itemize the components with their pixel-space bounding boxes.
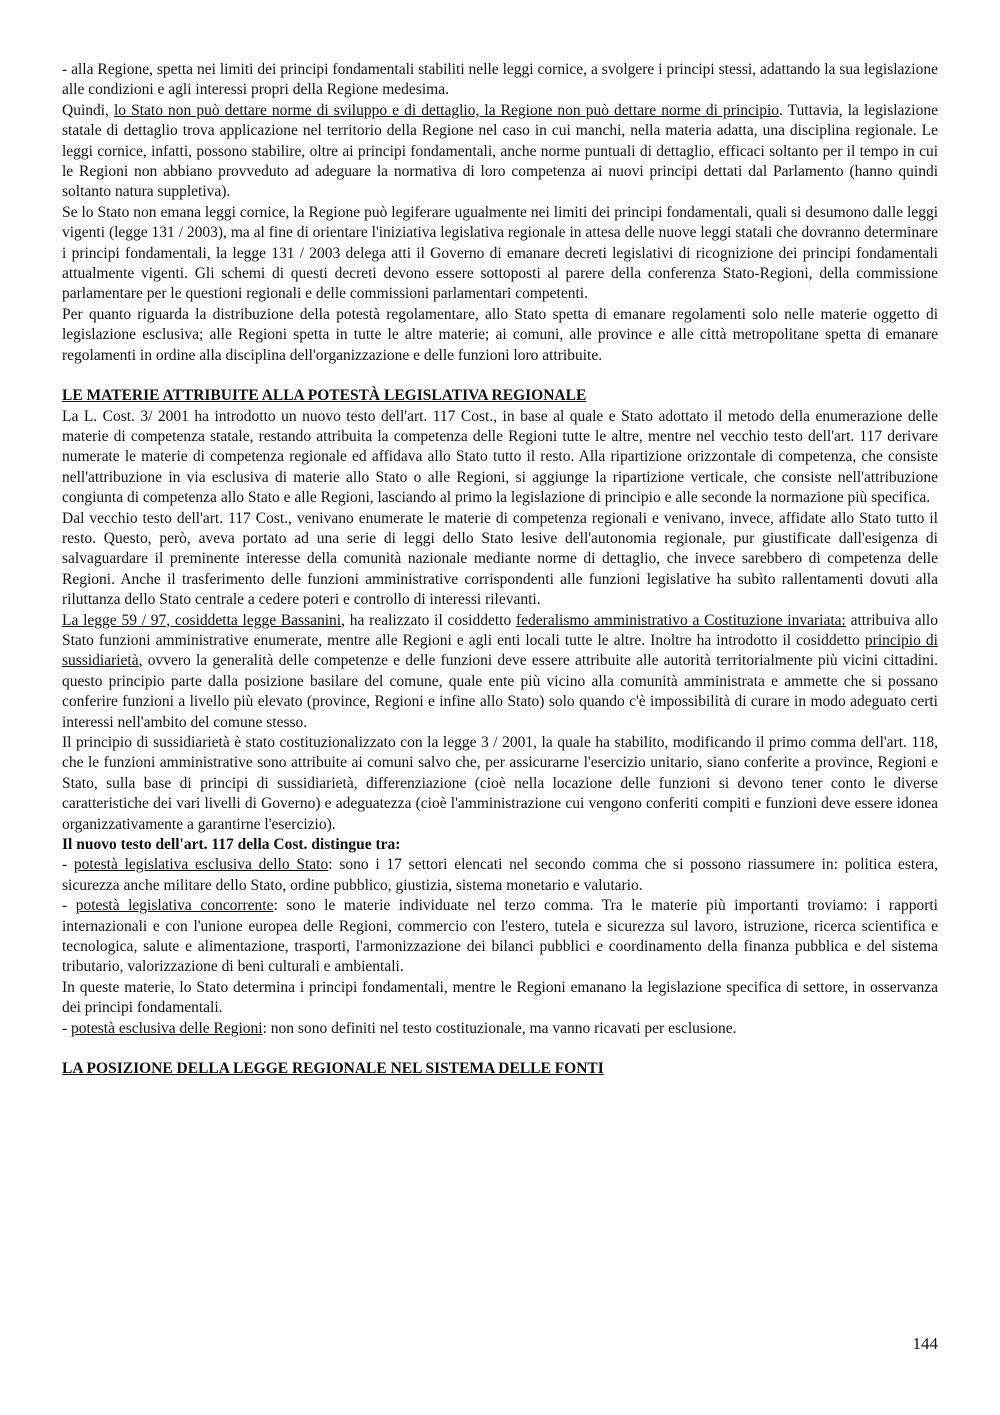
paragraph-sussidiarieta: Il principio di sussidiarietà è stato costituzionalizzato con la legge 3 / 2001, la quale ha stabilito, modificando il primo comma dell'art. 118, che le funzioni amministrative sono attribuite ai comuni salvo che, per assicurarne l'esercizio unitario, siano conferite a province, Regioni e Stato, sulla base di principi di sussidiarietà, differenziazione (cioè nella locazione delle funzioni si devono tener conto le diverse caratteristiche dei vari livelli di Governo) e adeguatezza (cioè l'amministrazione cui vengono conferiti compiti e funzioni deve essere idonea organizzativamente a garantirne l'esercizio). — [62, 734, 938, 833]
paragraph-potesta-regolamentare: Per quanto riguarda la distribuzione della potestà regolamentare, allo Stato spetta di emanare regolamenti solo nelle materie oggetto di legislazione esclusiva; alle Regioni spetta in tutte le altre materie; ai comuni, alle province e alle città metropolitane spetta di emanare regolamenti in ordine alla disciplina dell'organizzazione e delle funzioni loro attribuite. — [62, 305, 938, 364]
underlined-term: potestà legislativa concorrente — [75, 897, 274, 915]
paragraph-regione-principi: - alla Regione, spetta nei limiti dei principi fondamentali stabiliti nelle leggi cornice, a svolgere i principi stessi, adattando la sua legislazione alle condizioni e agli interessi propri della Regione medesima. — [62, 61, 938, 99]
underlined-phrase: principio di sussidiarietà — [62, 631, 938, 670]
paragraph-l-cost-3-2001: La L. Cost. 3/ 2001 ha introdotto un nuovo testo dell'art. 117 Cost., in base al quale e Stato adottato il metodo della enumerazione delle materie di competenza statale, restando attribuita la competenza delle Regioni tutte le altre, mentre nel vecchio testo dell'art. 117 derivare numerate le materie di competenza regionale ed affidava allo Stato tutto il resto. Alla ripartizione orizzontale di competenza, che consiste nell'attribuzione in via esclusiva di materie allo Stato o alle Regioni, si aggiunge la ripartizione verticale, che consiste nell'attribuzione congiunta di competenza allo Stato e alle Regioni, lasciando al primo la legislazione di principio e alle seconde la normazione più specifica. — [62, 407, 938, 507]
document-body — [62, 60, 938, 1080]
paragraph-queste-materie: In queste materie, lo Stato determina i principi fondamentali, mentre le Regioni emanano la legislazione specifica di settore, in osservanza dei principi fondamentali. — [62, 978, 938, 1017]
underlined-phrase: lo Stato non può dettare norme di sviluppo e di dettaglio, la Regione non può dettare norme di principio — [114, 101, 779, 119]
page-number: 144 — [912, 1334, 938, 1353]
paragraph-vecchio-testo: Dal vecchio testo dell'art. 117 Cost., venivano enumerate le materie di competenza regionali e venivano, invece, affidate allo Stato tutto il resto. Questo, però, aveva portato ad una serie di leggi dello Stato lesive dell'autonomia regionale, pur giustificate dall'esigenza di salvaguardare il preminente interesse della comunità nazionale mediante norme di dettaglio, che invece sarebbero di competenza delle Regioni. Anche il trasferimento delle funzioni amministrative corrispondenti alle funzioni legislative ha subìto rallentamenti dovuti alla riluttanza dello Stato centrale a cedere poteri e controllo di interessi rilevanti. — [62, 509, 938, 609]
bold-intro-art-117: Il nuovo testo dell'art. 117 della Cost. distingue tra: — [62, 836, 401, 854]
underlined-term: potestà legislativa esclusiva dello Stato — [73, 856, 329, 874]
section-heading-materie: LE MATERIE ATTRIBUITE ALLA POTESTÀ LEGISLATIVA REGIONALE — [62, 387, 587, 405]
list-item-concorrente: - potestà legislativa concorrente: sono le materie individuate nel terzo comma. Tra le materie più importanti troviamo: i rapporti internazionali e con l'unione europea delle Regioni, commercio con l'estero, tutela e sicurezza sul lavoro, istruzione, ricerca scientifica e tecnologica, salute e alimentazione, trasporti, l'armonizzazione dei bilanci pubblici e coordinamento della finanza pubblica e del sistema tributario, valorizzazione di beni culturali e ambientali. — [62, 897, 938, 976]
list-item-esclusiva-regioni: - potestà esclusiva delle Regioni: non sono definiti nel testo costituzionale, ma vanno ricavati per esclusione. — [62, 1019, 737, 1037]
underlined-phrase: federalismo amministrativo a Costituzione invariata: — [516, 611, 846, 629]
paragraph-legge-bassanini: La legge 59 / 97, cosiddetta legge Bassanini, ha realizzato il cosiddetto federalismo amministrativo a Costituzione invariata: attribuiva allo Stato funzioni amministrative enumerate, mentre alle Regioni e agli enti locali tutte le altre. Inoltre ha introdotto il cosiddetto principio di sussidiarietà, ovvero la generalità delle competenze e delle funzioni deve essere attribuite alle autorità territorialmente più vicini cittadini. questo principio parte dalla posizione basilare del comune, quale ente più vicino alla comunità amministrata e ammette che si possano conferire funzioni a livello più elevato (province, Regioni e infine allo Stato) solo quando c'è impossibilità di curare in modo adeguato certi interessi nell'ambito del comune stesso. — [62, 611, 938, 731]
section-heading-posizione: LA POSIZIONE DELLA LEGGE REGIONALE NEL SISTEMA DELLE FONTI — [62, 1060, 604, 1078]
paragraph-quindi: Quindi, lo Stato non può dettare norme di sviluppo e di dettaglio, la Regione non può dettare norme di principio. Tuttavia, la legislazione statale di dettaglio trova applicazione nel territorio della Regione nel caso in cui manchi, nella materia adatta, una disciplina regionale. Le leggi cornice, infatti, possono stabilire, oltre ai principi fondamentali, anche norme puntuali di dettaglio, efficaci soltanto per il tempo in cui le Regioni non abbiano provveduto ad adeguare la normativa di loro competenza ai nuovi principi dettati dal Parlamento (hanno quindi soltanto natura suppletiva). — [62, 101, 938, 201]
underlined-term: potestà esclusiva delle Regioni — [71, 1019, 263, 1037]
underlined-phrase: La legge 59 / 97, cosiddetta legge Bassanini — [62, 611, 342, 629]
list-item-esclusiva-stato: - potestà legislativa esclusiva dello Stato: sono i 17 settori elencati nel secondo comma che si possono riassumere in: politica estera, sicurezza anche militare dello Stato, ordine pubblico, giustizia, sistema monetario e valutario. — [62, 856, 938, 894]
paragraph-leggi-cornice: Se lo Stato non emana leggi cornice, la Regione può legiferare ugualmente nei limiti dei principi fondamentali, quali si desumono dalle leggi vigenti (legge 131 / 2003), ma al fine di orientare l'iniziativa legislativa regionale in attesa delle nuove leggi statali che dovranno determinare i principi fondamentali, la legge 131 / 2003 delega atti il Governo di emanare decreti legislativi di ricognizione dei principi fondamentali attualmente vigenti. Gli schemi di questi decreti devono essere sottoposti al parere della conferenza Stato-Regioni, della commissione parlamentare per le questioni regionali e delle commissioni parlamentari competenti. — [62, 203, 938, 303]
